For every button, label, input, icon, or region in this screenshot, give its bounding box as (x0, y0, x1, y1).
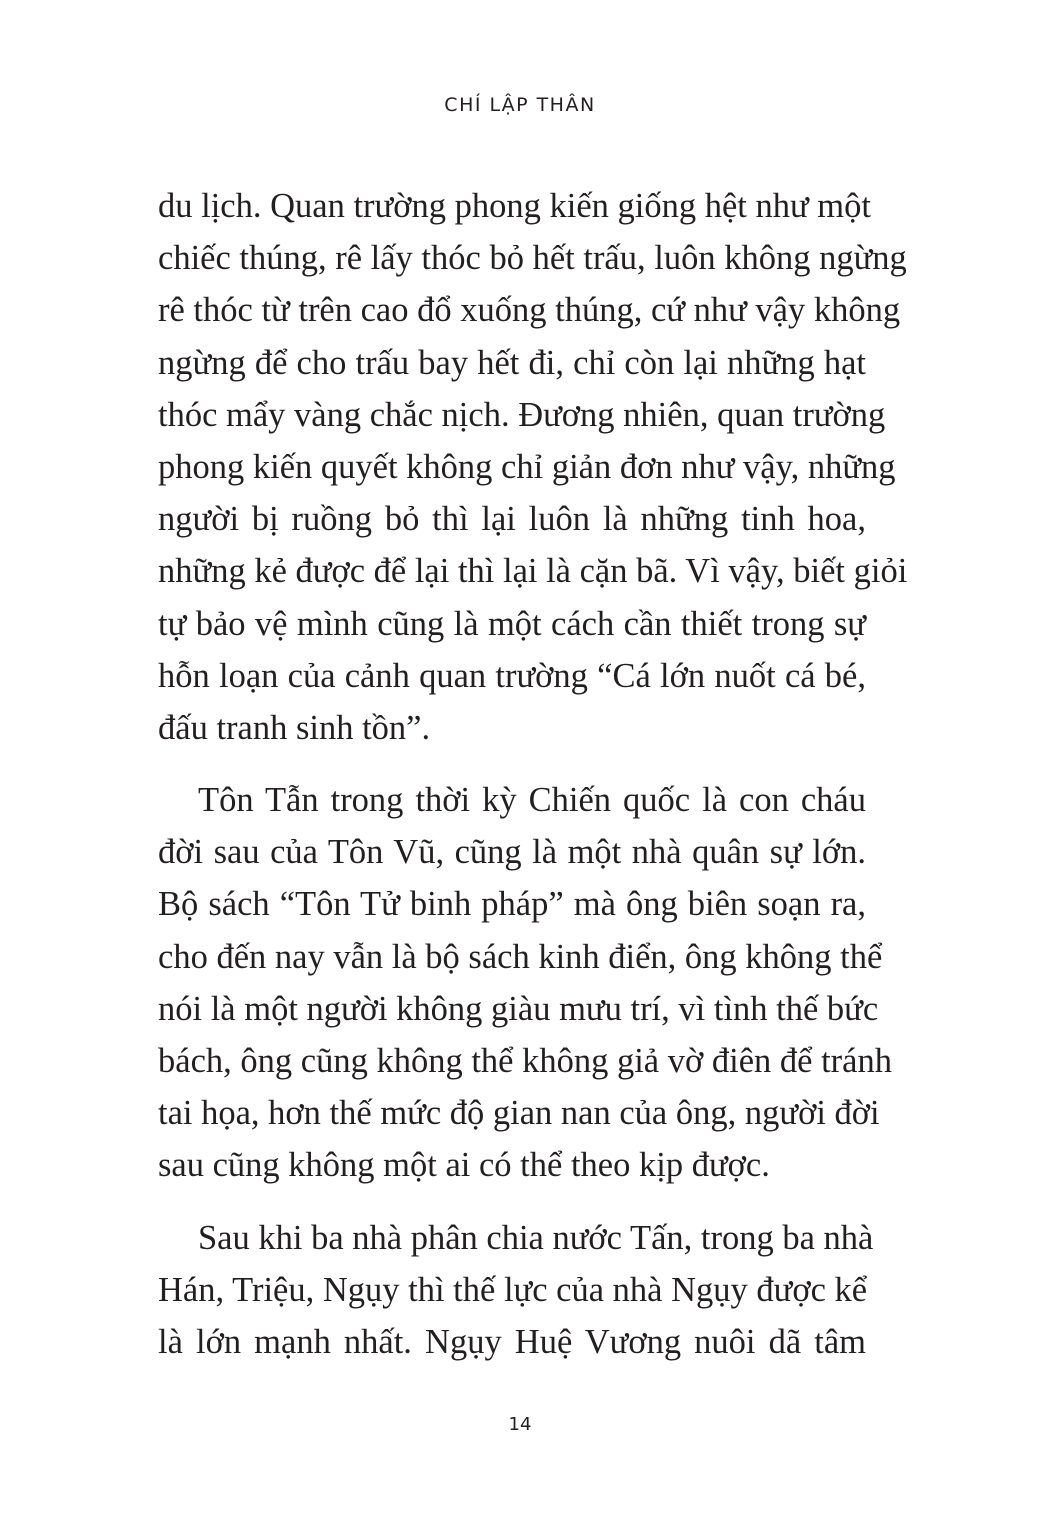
text-line: tự bảo vệ mình cũng là một cách cần thiết trong sự (158, 604, 866, 643)
paragraph-3 (158, 1212, 874, 1369)
text-line: phong kiến quyết không chỉ giản đơn như vậy, những (158, 447, 896, 486)
text-line: hỗn loạn của cảnh quan trường “Cá lớn nuốt cá bé, (158, 656, 866, 695)
paragraph-2 (158, 774, 892, 1192)
text-line: Hán, Triệu, Ngụy thì thế lực của nhà Ngụy được kể (158, 1270, 868, 1309)
text-line: thóc mẩy vàng chắc nịch. Đương nhiên, quan trường (158, 395, 886, 434)
paragraph-1 (158, 180, 908, 754)
text-line: ngừng để cho trấu bay hết đi, chỉ còn lại những hạt (158, 343, 866, 382)
text-line: là lớn mạnh nhất. Ngụy Huệ Vương nuôi dã tâm (158, 1322, 866, 1361)
text-line: đấu tranh sinh tồn”. (158, 708, 431, 747)
text-line: sau cũng không một ai có thể theo kịp được. (158, 1146, 770, 1185)
text-line: người bị ruồng bỏ thì lại luôn là những tinh hoa, (158, 500, 866, 539)
body-text (158, 180, 908, 1368)
text-line: Tôn Tẫn trong thời kỳ Chiến quốc là con cháu (198, 781, 866, 820)
text-line: chiếc thúng, rê lấy thóc bỏ hết trấu, luôn không ngừng (158, 239, 907, 278)
text-line: tai họa, hơn thế mức độ gian nan của ông, người đời (158, 1094, 880, 1133)
text-line: rê thóc từ trên cao đổ xuống thúng, cứ như vậy không (158, 291, 901, 330)
text-line: những kẻ được để lại thì lại là cặn bã. Vì vậy, biết giỏi (158, 552, 908, 591)
page-number: 14 (508, 1414, 532, 1435)
text-line: đời sau của Tôn Vũ, cũng là một nhà quân sự lớn. (158, 833, 866, 872)
text-line: du lịch. Quan trường phong kiến giống hệt như một (158, 187, 871, 225)
text-line: bách, ông cũng không thể không giả vờ điên để tránh (158, 1042, 892, 1080)
text-line: cho đến nay vẫn là bộ sách kinh điển, ông không thể (158, 937, 883, 976)
running-header-title: CHÍ LẬP THÂN (444, 94, 596, 116)
text-line: nói là một người không giàu mưu trí, vì tình thế bức (158, 989, 879, 1028)
text-line: Bộ sách “Tôn Tử binh pháp” mà ông biên soạn ra, (158, 885, 866, 924)
text-line: Sau khi ba nhà phân chia nước Tấn, trong ba nhà (198, 1218, 874, 1257)
